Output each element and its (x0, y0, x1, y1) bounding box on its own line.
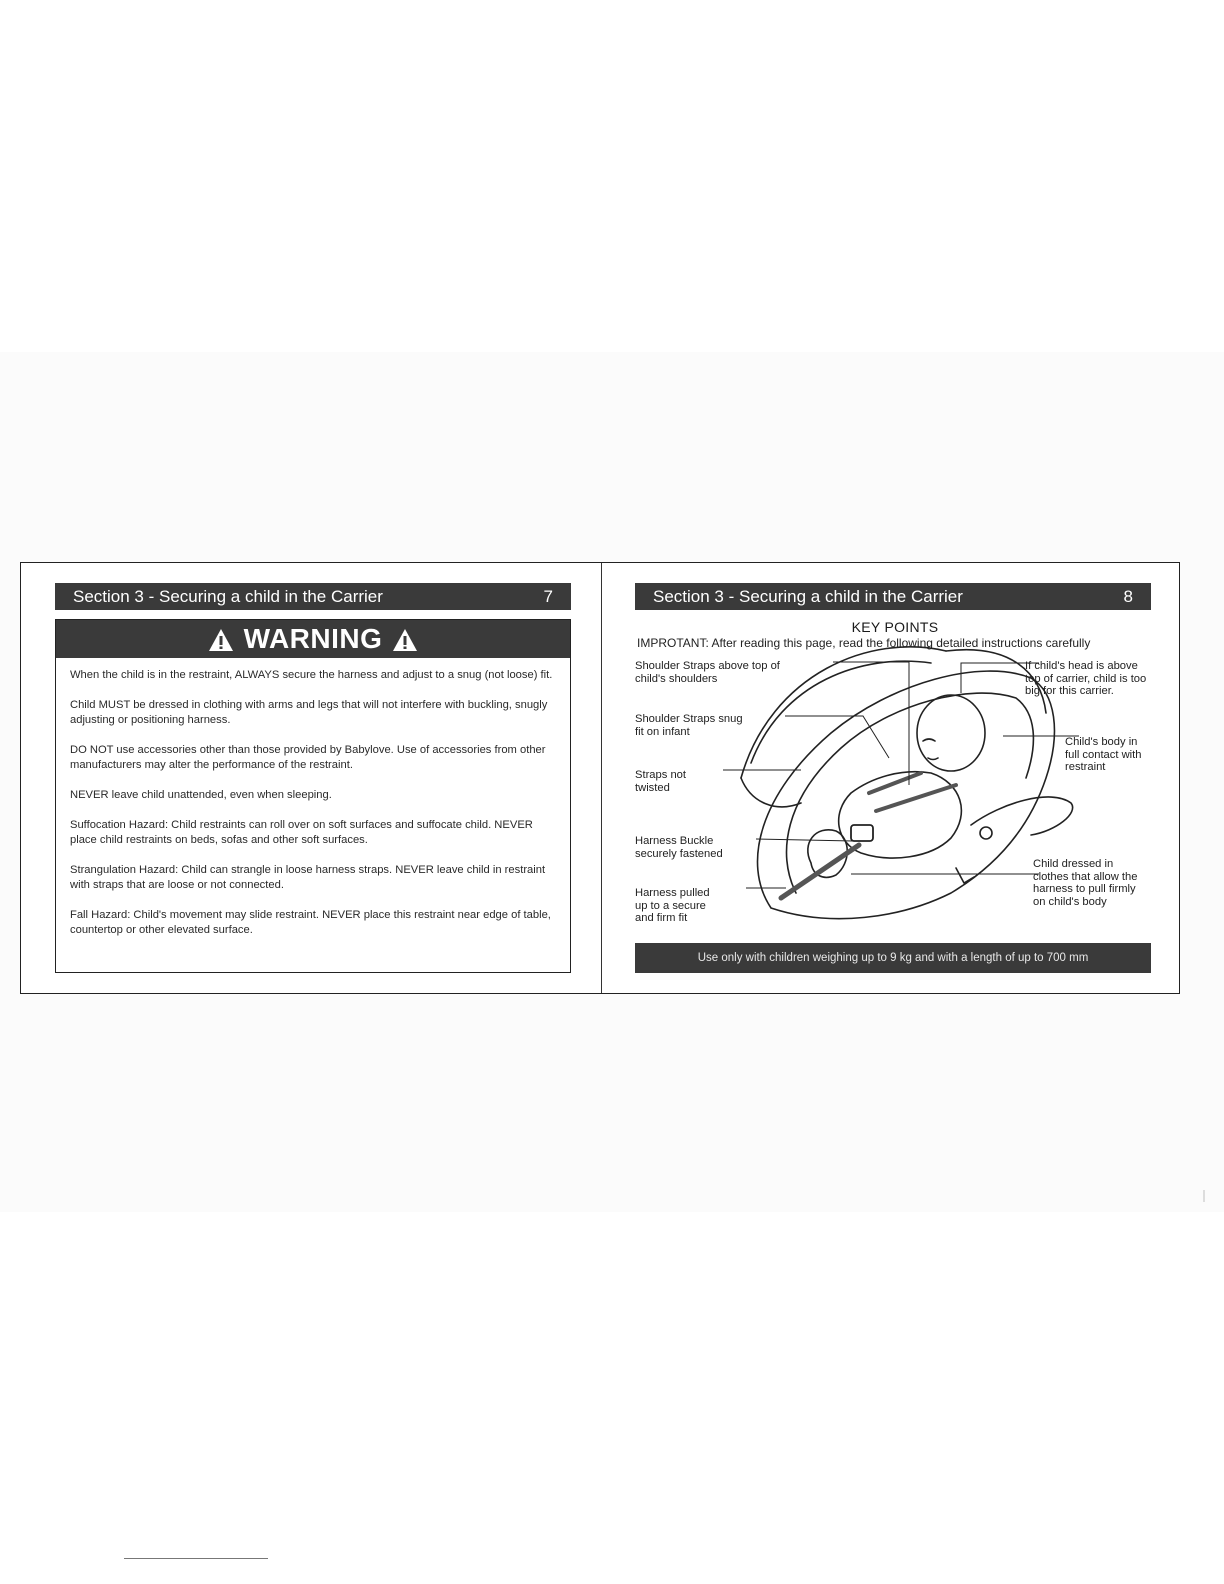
warning-paragraph: When the child is in the restraint, ALWAYS secure the harness and adjust to a snug (not loose) fit. (70, 669, 553, 681)
important-note: IMPROTANT: After reading this page, read the following detailed instructions carefully (637, 636, 1091, 650)
label-shoulder-straps-snug: Shoulder Straps snug fit on infant (635, 713, 743, 738)
scan-mark (1203, 1190, 1205, 1202)
warning-banner (56, 620, 570, 658)
label-harness-pulled: Harness pulled up to a secure and firm fit (635, 887, 710, 924)
usage-limit-footer: Use only with children weighing up to 9 kg and with a length of up to 700 mm (635, 943, 1151, 973)
section-title: Section 3 - Securing a child in the Carrier (653, 587, 963, 606)
label-head-above: If child's head is above top of carrier, child is too big for this carrier. (1025, 660, 1147, 697)
label-clothes: Child dressed in clothes that allow the harness to pull firmly on child's body (1033, 858, 1138, 908)
label-straps-not-twisted: Straps not twisted (635, 769, 686, 794)
warning-triangle-icon (208, 628, 234, 652)
warning-paragraph: Strangulation Hazard: Child can strangle in loose harness straps. NEVER leave child in restraint with straps that are loose or not connected. (70, 864, 546, 891)
warning-paragraph: DO NOT use accessories other than those provided by Babylove. Use of accessories from other manufacturers may alter the performance of the restraint. (70, 744, 546, 771)
page-number: 7 (543, 587, 553, 606)
page-number: 8 (1123, 587, 1133, 606)
warning-triangle-icon (392, 628, 418, 652)
label-shoulder-straps-above: Shoulder Straps above top of child's shoulders (635, 660, 780, 685)
warning-text (56, 658, 570, 938)
manual-spread (20, 562, 1180, 994)
section-title: Section 3 - Securing a child in the Carrier (73, 587, 383, 606)
warning-box (55, 619, 571, 973)
label-body-contact: Child's body in full contact with restraint (1065, 736, 1142, 773)
key-points-title: KEY POINTS (851, 619, 939, 635)
warning-paragraph: NEVER leave child unattended, even when sleeping. (70, 789, 332, 801)
warning-paragraph: Fall Hazard: Child's movement may slide restraint. NEVER place this restraint near edge of table, countertop or other elevated surface. (70, 909, 551, 936)
label-harness-buckle: Harness Buckle securely fastened (635, 835, 723, 860)
scan-mark (124, 1558, 268, 1559)
section-header-left (55, 583, 571, 610)
warning-title: WARNING (243, 623, 383, 654)
warning-paragraph: Child MUST be dressed in clothing with arms and legs that will not interfere with buckling, snugly adjusting or positioning harness. (70, 699, 548, 726)
warning-paragraph: Suffocation Hazard: Child restraints can roll over on soft surfaces and suffocate child. NEVER place child restraints on beds, sofas and other soft surfaces. (70, 819, 533, 846)
